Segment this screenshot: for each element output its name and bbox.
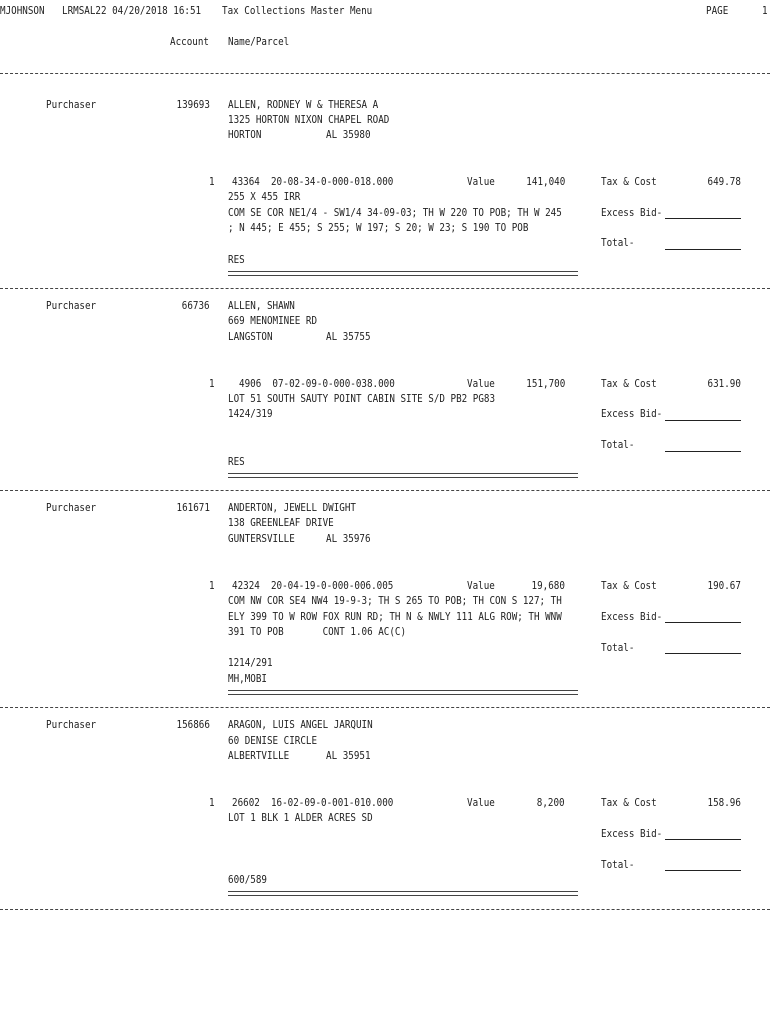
excess-bid-field[interactable]: [665, 839, 741, 840]
tax-cost-label: Tax & Cost: [601, 378, 657, 390]
item-number: 1: [209, 378, 215, 390]
excess-bid-label: Excess Bid-: [601, 611, 663, 623]
owner-city: HORTON: [228, 129, 262, 141]
total-label: Total-: [601, 237, 635, 249]
purchaser-label: Purchaser: [46, 502, 97, 514]
value-label: Value: [467, 378, 495, 390]
tax-cost-label: Tax & Cost: [601, 580, 657, 592]
assessed-value: 151,700: [526, 378, 565, 390]
tax-cost-amount: 649.78: [707, 176, 741, 188]
parcel-number: 26602 16-02-09-0-001-010.000: [232, 797, 394, 809]
parcel-number: 43364 20-08-34-0-000-018.000: [232, 176, 394, 188]
legal-description-line: COM NW COR SE4 NW4 19-9-3; TH S 265 TO POB; TH CON S 127; TH: [228, 595, 562, 607]
column-header-name-parcel: Name/Parcel: [228, 36, 290, 48]
legal-description-line: LOT 51 SOUTH SAUTY POINT CABIN SITE S/D PB2 PG83: [228, 393, 496, 405]
owner-state-zip: AL 35976: [326, 533, 371, 545]
item-number: 1: [209, 797, 215, 809]
record-separator: [228, 473, 578, 478]
page-label: PAGE: [706, 5, 729, 17]
divider: [0, 909, 770, 910]
record-separator: [228, 891, 578, 896]
assessed-value: 8,200: [537, 797, 565, 809]
excess-bid-field[interactable]: [665, 420, 741, 421]
value-label: Value: [467, 176, 495, 188]
column-header-account: Account: [170, 36, 209, 48]
owner-address: 60 DENISE CIRCLE: [228, 735, 318, 747]
tax-cost-amount: 631.90: [707, 378, 741, 390]
parcel-number: 42324 20-04-19-0-000-006.005: [232, 580, 394, 592]
record-separator: [228, 690, 578, 695]
legal-description-line: COM SE COR NE1/4 - SW1/4 34-09-03; TH W 220 TO POB; TH W 245: [228, 207, 562, 219]
purchaser-label: Purchaser: [46, 719, 97, 731]
owner-state-zip: AL 35755: [326, 331, 371, 343]
item-number: 1: [209, 176, 215, 188]
record-separator: [228, 271, 578, 276]
excess-bid-field[interactable]: [665, 622, 741, 623]
account-number: 66736: [182, 300, 210, 312]
total-field[interactable]: [665, 249, 741, 250]
tax-cost-amount: 190.67: [707, 580, 741, 592]
property-class: RES: [228, 254, 245, 266]
owner-address: 669 MENOMINEE RD: [228, 315, 318, 327]
owner-name: ALLEN, SHAWN: [228, 300, 295, 312]
legal-description-line: 1424/319: [228, 408, 273, 420]
assessed-value: 19,680: [531, 580, 565, 592]
account-number: 161671: [176, 502, 210, 514]
tax-cost-label: Tax & Cost: [601, 797, 657, 809]
value-label: Value: [467, 797, 495, 809]
tax-cost-label: Tax & Cost: [601, 176, 657, 188]
tax-cost-amount: 158.96: [707, 797, 741, 809]
parcel-number: 4906 07-02-09-0-000-038.000: [239, 378, 395, 390]
deed-book-page: 600/589: [228, 874, 267, 886]
item-number: 1: [209, 580, 215, 592]
assessed-value: 141,040: [526, 176, 565, 188]
purchaser-label: Purchaser: [46, 300, 97, 312]
owner-address: 1325 HORTON NIXON CHAPEL ROAD: [228, 114, 390, 126]
excess-bid-label: Excess Bid-: [601, 207, 663, 219]
purchaser-label: Purchaser: [46, 99, 97, 111]
owner-name: ANDERTON, JEWELL DWIGHT: [228, 502, 356, 514]
owner-name: ALLEN, RODNEY W & THERESA A: [228, 99, 379, 111]
total-label: Total-: [601, 642, 635, 654]
owner-address: 138 GREENLEAF DRIVE: [228, 517, 334, 529]
excess-bid-label: Excess Bid-: [601, 828, 663, 840]
excess-bid-field[interactable]: [665, 218, 741, 219]
total-label: Total-: [601, 859, 635, 871]
account-number: 156866: [176, 719, 210, 731]
owner-state-zip: AL 35980: [326, 129, 371, 141]
owner-name: ARAGON, LUIS ANGEL JARQUIN: [228, 719, 373, 731]
excess-bid-label: Excess Bid-: [601, 408, 663, 420]
legal-description-line: ; N 445; E 455; S 255; W 197; S 20; W 23; S 190 TO POB: [228, 222, 529, 234]
legal-description-line: 255 X 455 IRR: [228, 191, 301, 203]
page-number: 1: [762, 5, 768, 17]
owner-city: ALBERTVILLE: [228, 750, 290, 762]
report-id: LRMSAL22 04/20/2018 16:51: [62, 5, 202, 17]
value-label: Value: [467, 580, 495, 592]
total-field[interactable]: [665, 451, 741, 452]
owner-city: LANGSTON: [228, 331, 273, 343]
property-class: RES: [228, 456, 245, 468]
total-field[interactable]: [665, 653, 741, 654]
legal-description-line: ELY 399 TO W ROW FOX RUN RD; TH N & NWLY 111 ALG ROW; TH WNW: [228, 611, 562, 623]
property-class: MH,MOBI: [228, 673, 267, 685]
page-title: Tax Collections Master Menu: [222, 5, 373, 17]
legal-description-line: 391 TO POB CONT 1.06 AC(C): [228, 626, 407, 638]
legal-description-line: LOT 1 BLK 1 ALDER ACRES SD: [228, 812, 373, 824]
deed-book-page: 1214/291: [228, 657, 273, 669]
total-label: Total-: [601, 439, 635, 451]
divider: [0, 490, 770, 491]
divider: [0, 73, 770, 74]
divider: [0, 707, 770, 708]
owner-city: GUNTERSVILLE: [228, 533, 295, 545]
user-id: MJOHNSON: [0, 5, 45, 17]
divider: [0, 288, 770, 289]
total-field[interactable]: [665, 870, 741, 871]
owner-state-zip: AL 35951: [326, 750, 371, 762]
account-number: 139693: [176, 99, 210, 111]
